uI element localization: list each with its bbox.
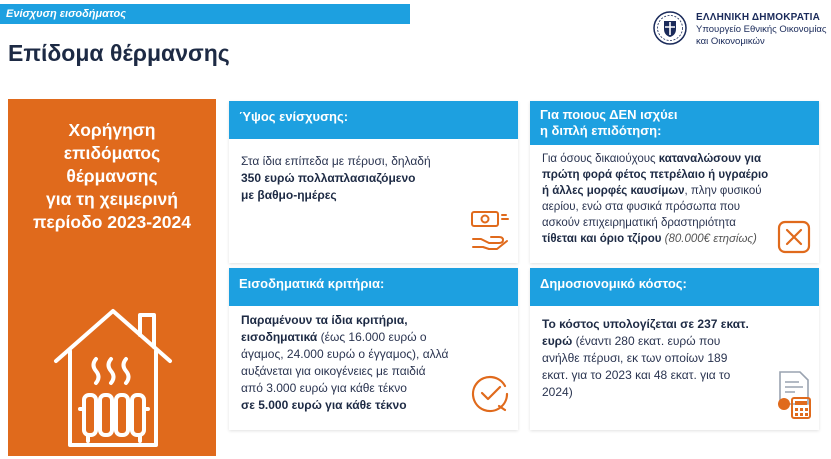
text-run: (έως 16.000 ευρώ ο bbox=[317, 330, 427, 344]
left-panel-title bbox=[8, 119, 216, 234]
card-line bbox=[542, 231, 802, 247]
x-box-icon bbox=[776, 219, 812, 255]
card-line bbox=[542, 316, 782, 333]
card-body bbox=[241, 153, 431, 204]
card-title: Εισοδηματικά κριτήρια: bbox=[229, 268, 518, 306]
card-line: άγαμος, 24.000 ευρώ ο έγγαμος), αλλά bbox=[241, 347, 449, 361]
text-run: σε 5.000 ευρώ για κάθε τέκνο bbox=[241, 398, 407, 412]
text-run: εισοδηματικά bbox=[241, 330, 318, 344]
card-body bbox=[542, 316, 782, 401]
text-run: (έναντι 280 εκατ. ευρώ που bbox=[572, 334, 721, 348]
card-no-double-subsidy bbox=[530, 101, 819, 263]
card-title-line: η διπλή επιδότηση: bbox=[540, 123, 662, 138]
left-title-line: για τη χειμερινή bbox=[46, 189, 178, 209]
text-run: (80.000€ ετησίως) bbox=[661, 233, 757, 245]
card-body bbox=[241, 312, 471, 414]
card-line: 2024) bbox=[542, 385, 573, 399]
card-line: ανήλθε πέρυσι, εκ των οποίων 189 bbox=[542, 351, 728, 365]
money-hand-icon bbox=[469, 209, 511, 251]
card-line bbox=[241, 329, 471, 346]
logo-line-1: ΕΛΛΗΝΙΚΗ ΔΗΜΟΚΡΑΤΙΑ bbox=[696, 12, 821, 23]
house-radiator-icon bbox=[48, 299, 178, 449]
left-title-line: επιδόματος bbox=[63, 143, 161, 163]
text-run: Παραμένουν τα ίδια κριτήρια, bbox=[241, 313, 408, 327]
card-line bbox=[241, 312, 471, 329]
card-line: 350 ευρώ πολλαπλασιαζόμενο bbox=[241, 171, 416, 185]
text-run: , πλην φυσικού bbox=[684, 185, 762, 197]
card-line: αυξάνεται για οικογένειες με παιδιά bbox=[241, 364, 426, 378]
check-circle-icon bbox=[469, 372, 511, 414]
card-line: ασκούν επιχειρηματική δραστηριότητα bbox=[542, 217, 736, 229]
card-line bbox=[542, 151, 802, 167]
card-title bbox=[530, 101, 819, 145]
text-run: Για όσους δικαιούχους bbox=[542, 153, 659, 165]
card-line bbox=[542, 333, 782, 350]
card-amount bbox=[229, 101, 518, 263]
left-title-line: Χορήγηση bbox=[68, 120, 156, 140]
section-bar: Ενίσχυση εισοδήματος bbox=[0, 4, 410, 24]
card-line bbox=[542, 167, 802, 183]
text-run: πρώτη φορά φέτος πετρέλαιο ή υγραέριο bbox=[542, 169, 769, 181]
card-line: εκατ. για το 2023 και 48 εκατ. για το bbox=[542, 368, 731, 382]
left-panel bbox=[8, 99, 216, 456]
card-line bbox=[241, 397, 471, 414]
ministry-logo bbox=[652, 10, 827, 60]
left-title-line: περίοδο 2023-2024 bbox=[33, 212, 191, 232]
calculator-document-icon bbox=[774, 368, 814, 420]
greek-emblem-icon bbox=[652, 10, 688, 46]
text-run: Το κόστος υπολογίζεται σε 237 εκατ. bbox=[542, 317, 749, 331]
text-run: τίθεται και όριο τζίρου bbox=[542, 233, 662, 245]
card-title: Δημοσιονομικό κόστος: bbox=[530, 268, 819, 306]
text-run: ευρώ bbox=[542, 334, 573, 348]
card-body bbox=[542, 151, 802, 247]
card-income-criteria bbox=[229, 268, 518, 430]
card-line: Στα ίδια επίπεδα με πέρυσι, δηλαδή bbox=[241, 154, 431, 168]
card-fiscal-cost bbox=[530, 268, 819, 430]
logo-line-3: και Οικονομικών bbox=[696, 36, 765, 47]
left-title-line: θέρμανσης bbox=[66, 166, 158, 186]
card-title-line: Για ποιους ΔΕΝ ισχύει bbox=[540, 107, 678, 122]
card-line bbox=[542, 183, 802, 199]
card-line: με βαθμο-ημέρες bbox=[241, 188, 337, 202]
page-title: Επίδομα θέρμανσης bbox=[8, 40, 230, 66]
text-run: ή άλλες μορφές καυσίμων bbox=[542, 185, 685, 197]
logo-line-2: Υπουργείο Εθνικής Οικονομίας bbox=[696, 24, 827, 35]
card-line: αερίου, ενώ στα φυσικά πρόσωπα που bbox=[542, 201, 741, 213]
card-line: από 3.000 ευρώ για κάθε τέκνο bbox=[241, 381, 407, 395]
card-title: Ύψος ενίσχυσης: bbox=[229, 101, 518, 139]
text-run: καταναλώσουν για bbox=[658, 153, 762, 165]
